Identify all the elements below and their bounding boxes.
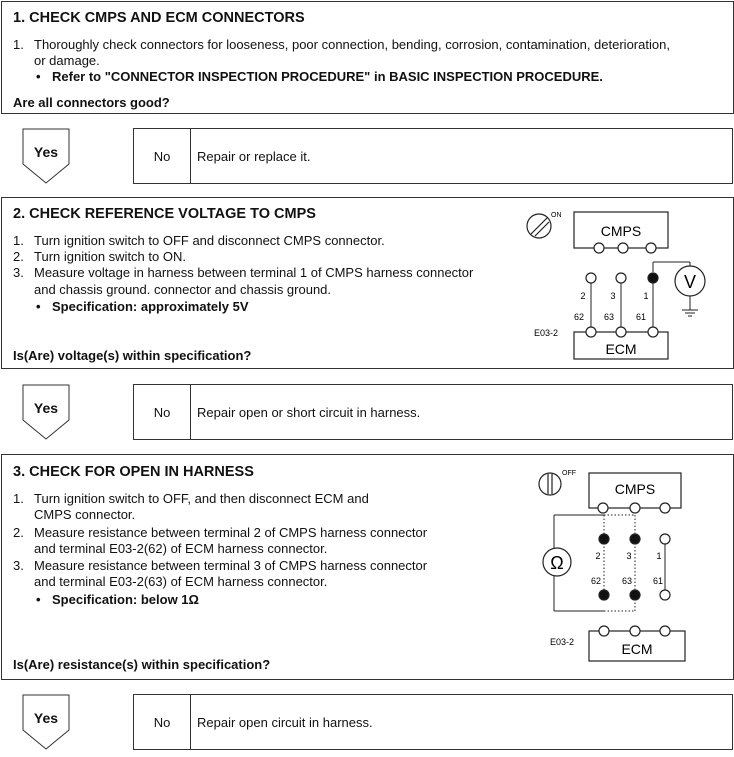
cmps-label: CMPS xyxy=(614,481,656,497)
yes-label-3: Yes xyxy=(33,710,59,726)
terminal-2-label: 2 xyxy=(595,551,601,561)
step2-box xyxy=(1,197,734,369)
harness-terminal-2 xyxy=(599,534,609,544)
no-label-1: No xyxy=(134,129,191,183)
no-action-3: Repair open circuit in harness. xyxy=(197,714,373,730)
cmps-pin xyxy=(646,243,656,253)
yes-label-1: Yes xyxy=(33,144,59,160)
step2-item1: Turn ignition switch to OFF and disconnect CMPS connector. xyxy=(34,233,385,248)
switch-state-label: ON xyxy=(551,212,562,219)
ecm-pin xyxy=(586,327,596,337)
step2-wiring-diagram xyxy=(522,206,722,366)
ground-icon xyxy=(682,310,698,316)
no-label-3: No xyxy=(134,695,191,749)
connector-id-label: E03-2 xyxy=(534,328,559,338)
step3-item2-num: 2. xyxy=(13,525,24,540)
terminal-2-label: 2 xyxy=(580,291,586,301)
cmps-pin xyxy=(598,503,608,513)
harness-terminal-1 xyxy=(648,273,658,283)
step3-item3-line1: Measure resistance between terminal 3 of CMPS harness connector xyxy=(34,558,428,573)
step2-question: Is(Are) voltage(s) within specification? xyxy=(13,348,252,363)
yes-arrow-3[interactable] xyxy=(22,694,70,750)
no-action-1: Repair or replace it. xyxy=(197,148,311,164)
step3-item3-num: 3. xyxy=(13,558,24,573)
terminal-3-label: 3 xyxy=(626,551,632,561)
step3-item3-line2: and terminal E03-2(63) of ECM harness connector. xyxy=(34,574,328,589)
step3-bullet: • xyxy=(36,592,41,607)
step1-title: 1. CHECK CMPS AND ECM CONNECTORS xyxy=(13,10,305,26)
step3-spec: Specification: below 1Ω xyxy=(52,592,199,607)
step1-refer: Refer to "CONNECTOR INSPECTION PROCEDURE" in BASIC INSPECTION PROCEDURE. xyxy=(52,69,603,84)
ecm-label: ECM xyxy=(621,641,653,657)
terminal-3-label: 3 xyxy=(610,291,616,301)
step3-item1-line2: CMPS connector. xyxy=(34,507,136,522)
step2-spec: Specification: approximately 5V xyxy=(52,299,249,314)
ignition-switch-on-icon xyxy=(527,214,551,238)
terminal-1-label: 1 xyxy=(656,551,662,561)
step2-item3-line1: Measure voltage in harness between terminal 1 of CMPS harness connector xyxy=(34,265,474,280)
cmps-pin xyxy=(594,243,604,253)
yes-arrow-1[interactable] xyxy=(22,128,70,184)
harness-terminal-62 xyxy=(599,590,609,600)
harness-terminal-2 xyxy=(586,273,596,283)
harness-terminal-1 xyxy=(660,534,670,544)
harness-terminal-61 xyxy=(660,590,670,600)
step1-question: Are all connectors good? xyxy=(13,95,170,110)
ecm-pin-61-label: 61 xyxy=(652,576,664,586)
no-box-1[interactable] xyxy=(133,128,733,184)
harness-terminal-63 xyxy=(630,590,640,600)
step2-item1-num: 1. xyxy=(13,233,24,248)
no-action-2: Repair open or short circuit in harness. xyxy=(197,404,421,420)
step1-bullet: • xyxy=(36,69,41,84)
ecm-pin xyxy=(616,327,626,337)
step3-item2-line1: Measure resistance between terminal 2 of CMPS harness connector xyxy=(34,525,428,540)
ignition-switch-off-icon xyxy=(539,473,561,495)
voltmeter-symbol: V xyxy=(683,272,697,292)
step1-box xyxy=(1,1,734,114)
terminal-1-label: 1 xyxy=(643,291,649,301)
switch-state-label: OFF xyxy=(562,470,576,477)
ecm-pin-62-label: 62 xyxy=(573,312,585,322)
step3-question: Is(Are) resistance(s) within specification? xyxy=(13,657,271,672)
step3-item2-line2: and terminal E03-2(62) of ECM harness connector. xyxy=(34,541,328,556)
step3-title: 3. CHECK FOR OPEN IN HARNESS xyxy=(13,464,254,480)
step2-item3-num: 3. xyxy=(13,265,24,280)
step1-item1-line1: Thoroughly check connectors for looseness, poor connection, bending, corrosion, contamination, deterioration, xyxy=(34,37,670,52)
ecm-pin xyxy=(660,626,670,636)
cmps-label: CMPS xyxy=(600,223,642,239)
step3-item1-line1: Turn ignition switch to OFF, and then disconnect ECM and xyxy=(34,491,369,506)
ohmmeter-symbol: Ω xyxy=(550,553,564,573)
yes-label-2: Yes xyxy=(33,400,59,416)
step3-item1-num: 1. xyxy=(13,491,24,506)
harness-terminal-3 xyxy=(616,273,626,283)
ecm-label: ECM xyxy=(605,341,637,357)
step2-item2: Turn ignition switch to ON. xyxy=(34,249,186,264)
ecm-pin-63-label: 63 xyxy=(621,576,633,586)
ecm-pin xyxy=(648,327,658,337)
ecm-pin xyxy=(630,626,640,636)
yes-arrow-2[interactable] xyxy=(22,384,70,440)
step3-box xyxy=(1,454,734,680)
step1-item1-num: 1. xyxy=(13,37,24,52)
no-box-3[interactable] xyxy=(133,694,733,750)
ecm-pin-62-label: 62 xyxy=(590,576,602,586)
no-box-2[interactable] xyxy=(133,384,733,440)
harness-terminal-3 xyxy=(630,534,640,544)
connector-id-label: E03-2 xyxy=(550,637,575,647)
step2-bullet: • xyxy=(36,299,41,314)
ecm-pin xyxy=(599,626,609,636)
step2-item3-line2: and chassis ground. connector and chassis ground. xyxy=(34,282,332,297)
cmps-pin xyxy=(630,503,640,513)
ecm-pin-61-label: 61 xyxy=(635,312,647,322)
ecm-pin-63-label: 63 xyxy=(603,312,615,322)
cmps-pin xyxy=(618,243,628,253)
step3-wiring-diagram xyxy=(532,463,732,678)
cmps-pin xyxy=(660,503,670,513)
no-label-2: No xyxy=(134,385,191,439)
step2-item2-num: 2. xyxy=(13,249,24,264)
step1-item1-line2: or damage. xyxy=(34,53,100,68)
step2-title: 2. CHECK REFERENCE VOLTAGE TO CMPS xyxy=(13,206,316,222)
